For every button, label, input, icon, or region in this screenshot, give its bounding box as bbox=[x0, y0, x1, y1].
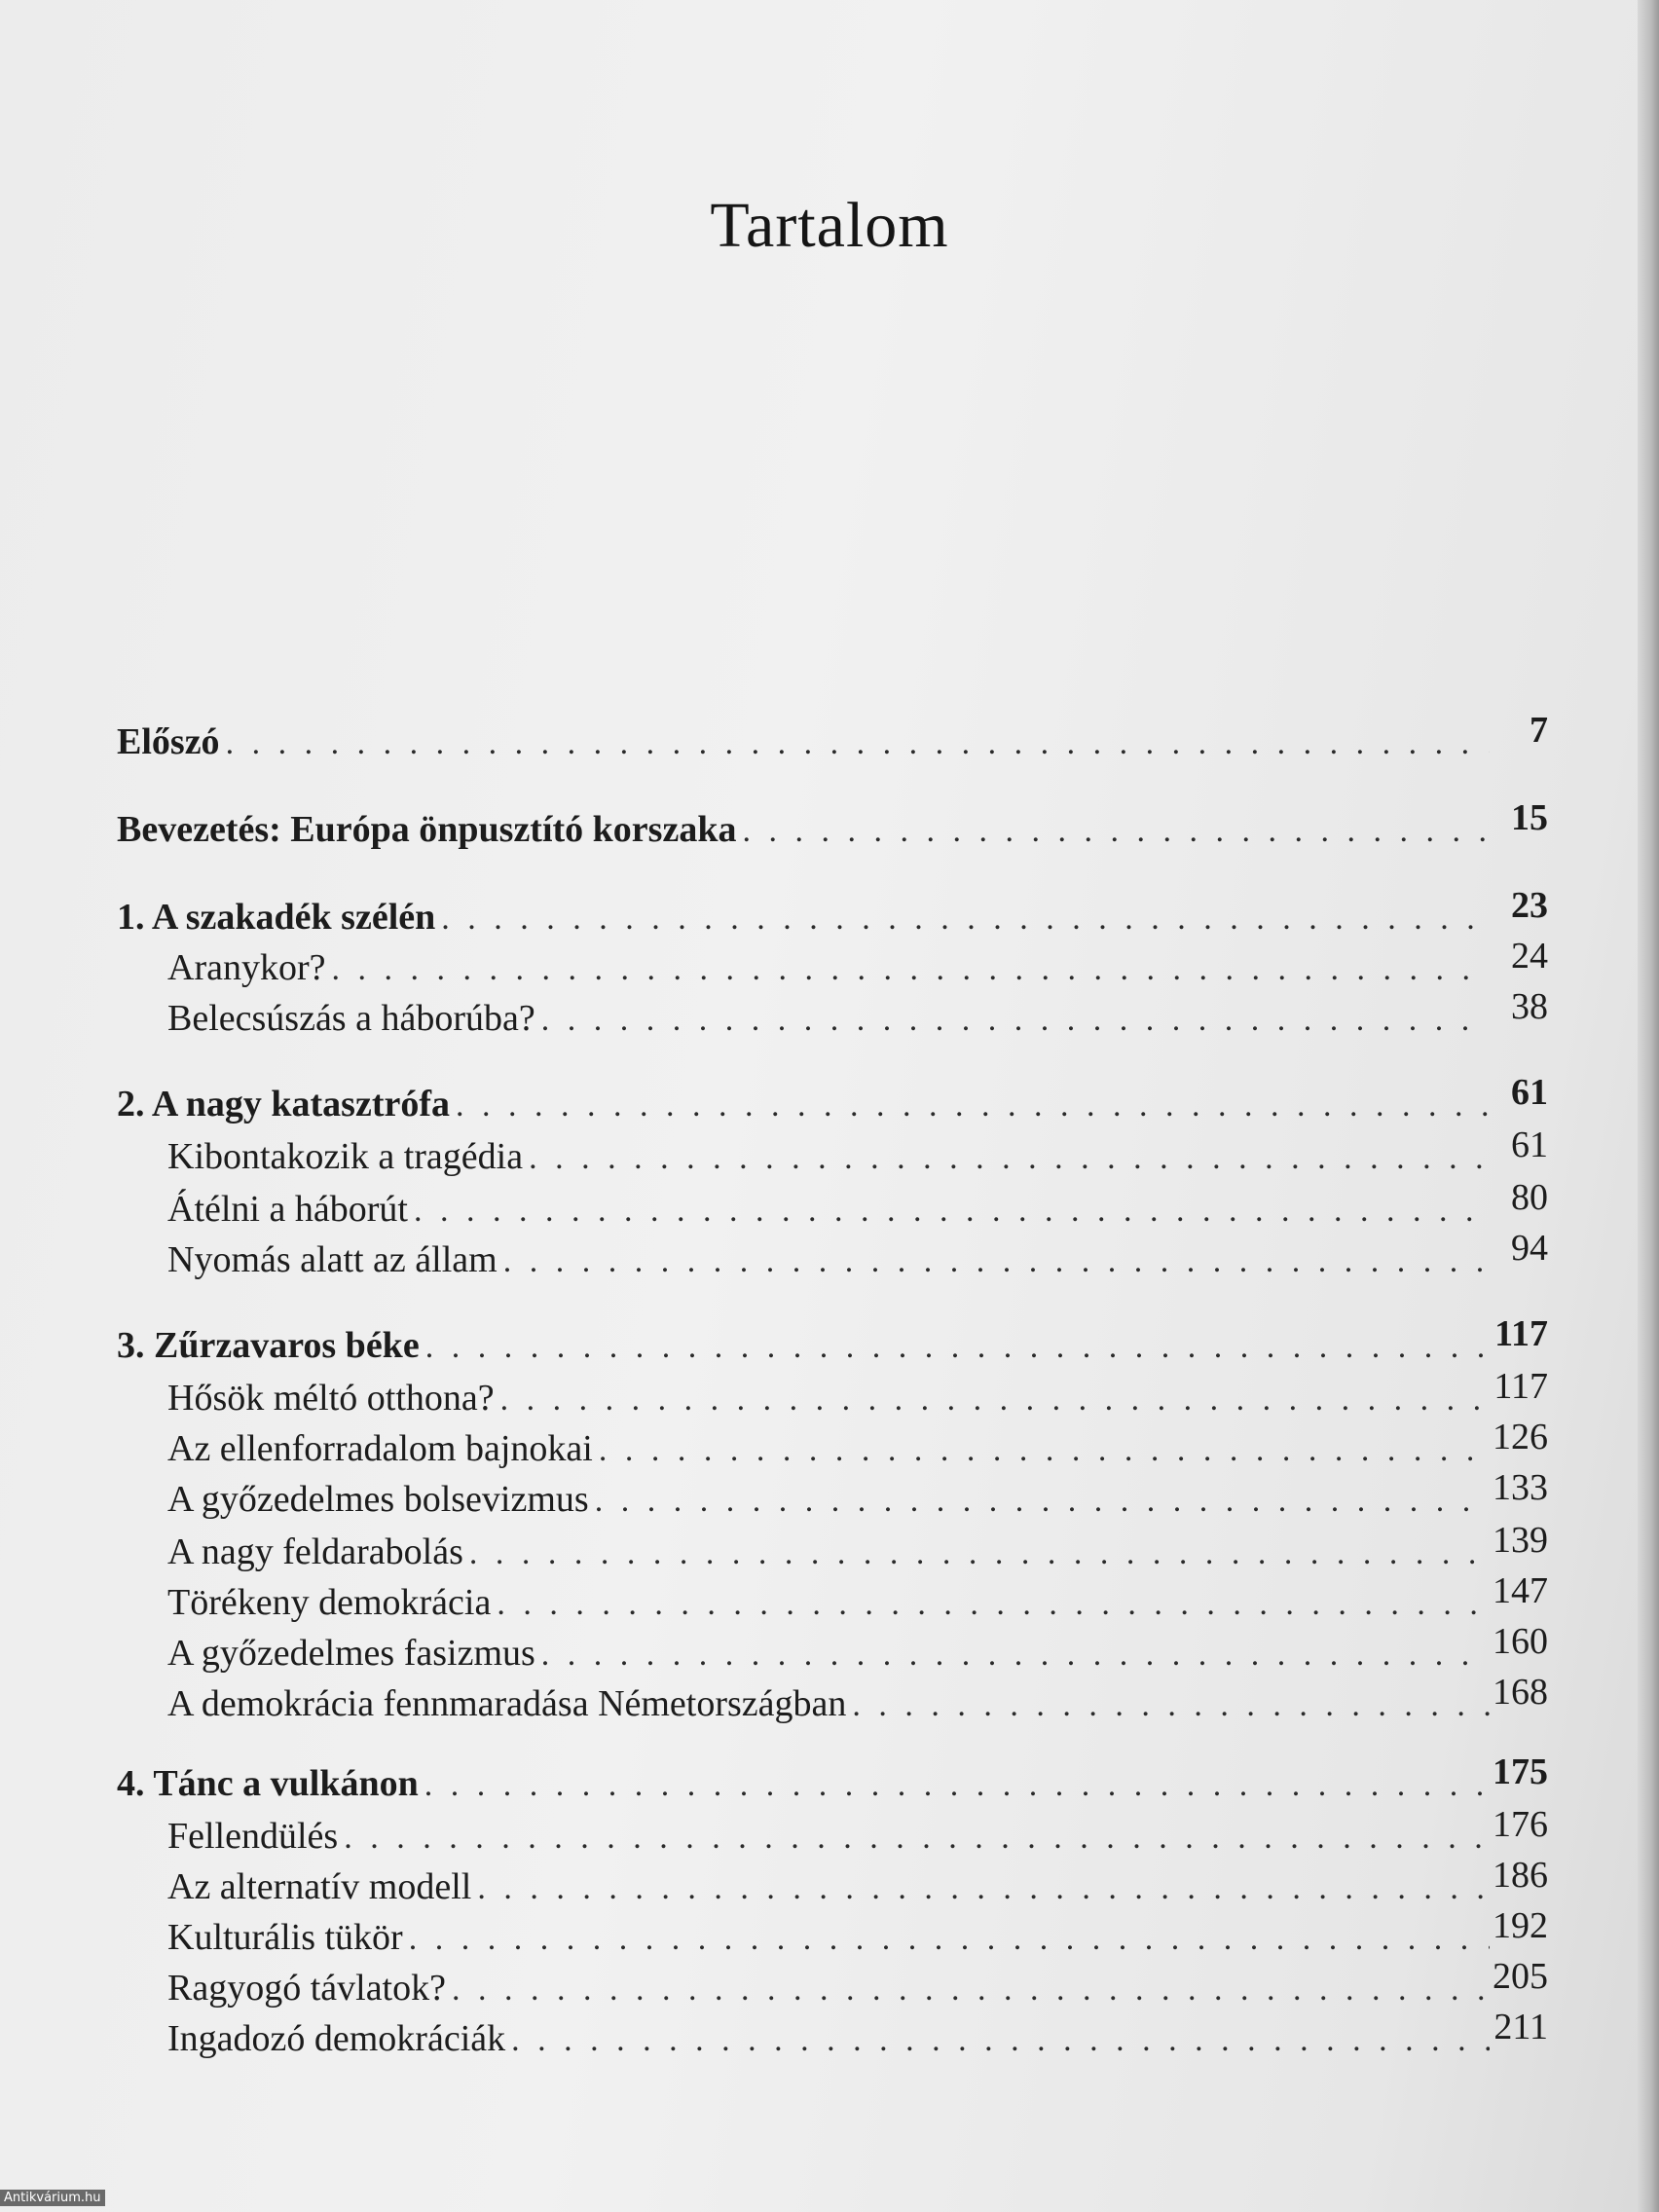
toc-entry bbox=[117, 1124, 1548, 1186]
toc-entry-page: 23 bbox=[1511, 885, 1548, 926]
toc-entry-label: A győzedelmes fasizmus bbox=[167, 1633, 535, 1674]
toc-entry-page: 7 bbox=[1530, 710, 1548, 751]
toc-entry bbox=[117, 986, 1548, 1048]
dot-leader bbox=[226, 725, 1490, 762]
page-edge-shadow bbox=[1638, 0, 1659, 2212]
toc-entry-label: A demokrácia fennmaradása Németországban bbox=[167, 1683, 847, 1724]
toc-entry bbox=[117, 1177, 1548, 1238]
dot-leader bbox=[541, 1002, 1490, 1039]
dot-leader bbox=[409, 1921, 1490, 1958]
toc-entry bbox=[117, 1520, 1548, 1581]
toc-entry-label: Fellendülés bbox=[167, 1816, 339, 1857]
toc-entry-page: 205 bbox=[1493, 1956, 1548, 1997]
toc-entry-page: 133 bbox=[1493, 1467, 1548, 1508]
toc-entry-page: 126 bbox=[1493, 1417, 1548, 1457]
toc-entry bbox=[117, 1366, 1548, 1427]
toc-entry bbox=[117, 936, 1548, 997]
toc-entry bbox=[117, 710, 1548, 771]
toc-entry-label: Ingadozó demokráciák bbox=[167, 2018, 506, 2059]
toc-entry bbox=[117, 1228, 1548, 1289]
toc-entry-page: 117 bbox=[1494, 1313, 1548, 1354]
toc-entry-label: Előszó bbox=[117, 721, 220, 762]
toc-entry-label: Az alternatív modell bbox=[167, 1866, 472, 1907]
toc-entry bbox=[117, 1672, 1548, 1733]
toc-entry-page: 147 bbox=[1493, 1570, 1548, 1611]
toc-entry-label: Belecsúszás a háborúba? bbox=[167, 998, 535, 1039]
toc-entry-label: Nyomás alatt az állam bbox=[167, 1239, 498, 1280]
toc-entry-label: Hősök méltó otthona? bbox=[167, 1378, 495, 1419]
toc-entry bbox=[117, 1313, 1548, 1375]
dot-leader bbox=[424, 1767, 1490, 1804]
toc-entry-label: Kibontakozik a tragédia bbox=[167, 1136, 524, 1177]
toc-entry-page: 168 bbox=[1493, 1672, 1548, 1713]
toc-entry-page: 176 bbox=[1493, 1804, 1548, 1845]
dot-leader bbox=[414, 1193, 1490, 1230]
toc-entry-page: 61 bbox=[1511, 1124, 1548, 1165]
toc-entry-page: 94 bbox=[1511, 1228, 1548, 1269]
toc-entry-label: 1. A szakadék szélén bbox=[117, 897, 436, 938]
toc-entry-label: Átélni a háborút bbox=[167, 1189, 408, 1230]
toc-entry-label: A nagy feldarabolás bbox=[167, 1531, 463, 1572]
toc-entry-page: 175 bbox=[1493, 1751, 1548, 1792]
dot-leader bbox=[425, 1329, 1490, 1366]
dot-leader bbox=[331, 951, 1490, 988]
toc-entry-label: Bevezetés: Európa önpusztító korszaka bbox=[117, 809, 737, 850]
toc-entry bbox=[117, 797, 1548, 859]
watermark: Antikvárium.hu bbox=[0, 2190, 105, 2206]
page-title: Tartalom bbox=[710, 190, 949, 262]
toc-entry-label: Törékeny demokrácia bbox=[167, 1582, 492, 1623]
toc-entry-label: A győzedelmes bolsevizmus bbox=[167, 1479, 589, 1520]
toc-entry-label: Aranykor? bbox=[167, 947, 326, 988]
dot-leader bbox=[595, 1483, 1490, 1520]
dot-leader bbox=[599, 1432, 1490, 1469]
dot-leader bbox=[469, 1535, 1490, 1572]
toc-entry bbox=[117, 1804, 1548, 1865]
dot-leader bbox=[344, 1820, 1490, 1857]
toc-entry-page: 117 bbox=[1493, 1366, 1548, 1407]
dot-leader bbox=[456, 1088, 1490, 1124]
dot-leader bbox=[529, 1140, 1490, 1177]
dot-leader bbox=[452, 1972, 1490, 2009]
toc-entry-page: 139 bbox=[1493, 1520, 1548, 1561]
toc-entry-page: 38 bbox=[1511, 986, 1548, 1027]
toc-entry-label: Az ellenforradalom bajnokai bbox=[167, 1428, 593, 1469]
toc-entry-page: 80 bbox=[1511, 1177, 1548, 1218]
toc-entry bbox=[117, 1417, 1548, 1478]
dot-leader bbox=[497, 1586, 1490, 1623]
toc-entry-label: Ragyogó távlatok? bbox=[167, 1968, 446, 2009]
dot-leader bbox=[742, 813, 1490, 850]
toc-entry bbox=[117, 1621, 1548, 1682]
toc-entry-label: Kulturális tükör bbox=[167, 1917, 403, 1958]
toc-entry-page: 211 bbox=[1493, 2007, 1548, 2047]
toc-entry bbox=[117, 1467, 1548, 1529]
toc-entry bbox=[117, 1751, 1548, 1813]
toc-entry bbox=[117, 885, 1548, 946]
dot-leader bbox=[541, 1637, 1490, 1674]
toc-entry bbox=[117, 1570, 1548, 1632]
toc-entry bbox=[117, 1855, 1548, 1916]
dot-leader bbox=[441, 901, 1490, 938]
dot-leader bbox=[511, 2022, 1490, 2059]
dot-leader bbox=[503, 1243, 1490, 1280]
toc-entry bbox=[117, 1072, 1548, 1133]
toc-entry bbox=[117, 1905, 1548, 1967]
toc-entry bbox=[117, 1956, 1548, 2017]
toc-entry-label: 2. A nagy katasztrófa bbox=[117, 1084, 450, 1124]
toc-entry-page: 160 bbox=[1493, 1621, 1548, 1662]
toc-entry-label: 4. Tánc a vulkánon bbox=[117, 1763, 419, 1804]
toc-entry-page: 61 bbox=[1511, 1072, 1548, 1113]
dot-leader bbox=[852, 1687, 1490, 1724]
dot-leader bbox=[477, 1870, 1490, 1907]
dot-leader bbox=[500, 1382, 1490, 1419]
toc-entry bbox=[117, 2007, 1548, 2068]
toc-entry-page: 192 bbox=[1493, 1905, 1548, 1946]
toc-entry-page: 186 bbox=[1493, 1855, 1548, 1896]
toc-entry-page: 15 bbox=[1511, 797, 1548, 838]
toc-entry-label: 3. Zűrzavaros béke bbox=[117, 1325, 420, 1366]
toc-entry-page: 24 bbox=[1511, 936, 1548, 977]
